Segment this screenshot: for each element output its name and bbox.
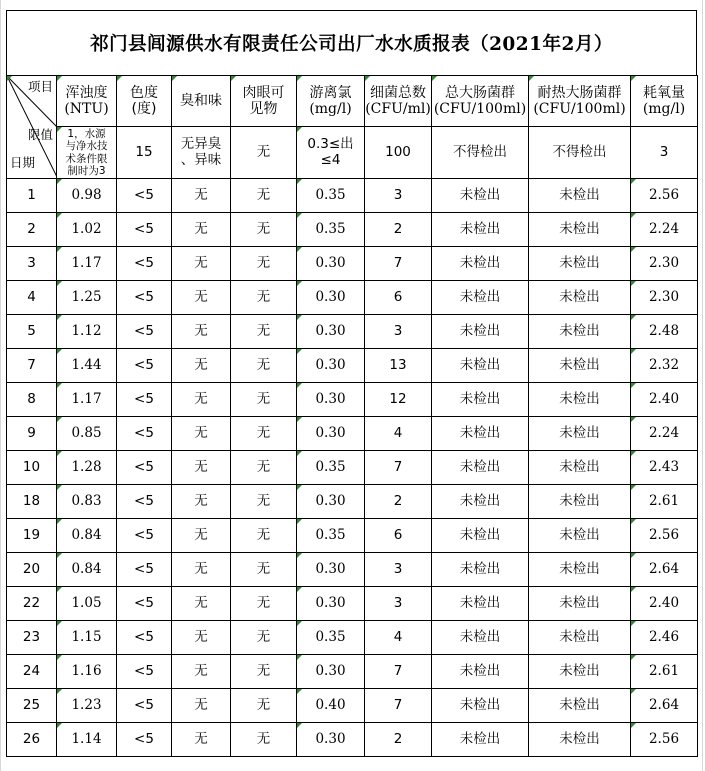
cell-bacteria[interactable]: 7 — [365, 655, 432, 689]
cell-coliform[interactable]: 未检出 — [432, 723, 529, 757]
cell-color[interactable]: <5 — [117, 383, 172, 417]
cell-chlorine[interactable]: 0.40 — [297, 689, 365, 723]
cell-visible[interactable]: 无 — [231, 621, 297, 655]
header-color[interactable]: 色度 (度) — [117, 76, 172, 127]
header-row — [7, 76, 698, 127]
cell-turbidity[interactable]: 1.23 — [57, 689, 117, 723]
cell-color[interactable]: <5 — [117, 621, 172, 655]
cell-odor[interactable]: 无 — [172, 451, 231, 485]
cell-date[interactable]: 22 — [7, 587, 57, 621]
cell-chlorine[interactable]: 0.35 — [297, 519, 365, 553]
cell-bacteria[interactable]: 3 — [365, 553, 432, 587]
cell-date[interactable]: 4 — [7, 281, 57, 315]
cell-visible[interactable]: 无 — [231, 587, 297, 621]
cell-date[interactable]: 1 — [7, 179, 57, 213]
limit-oxygen[interactable]: 3 — [631, 127, 698, 179]
table-row — [7, 587, 698, 621]
cell-visible[interactable]: 无 — [231, 281, 297, 315]
cell-chlorine[interactable]: 0.30 — [297, 349, 365, 383]
table-row — [7, 179, 698, 213]
limit-thermo-coliform[interactable]: 不得检出 — [529, 127, 631, 179]
cell-chlorine[interactable]: 0.30 — [297, 655, 365, 689]
header-chlorine[interactable]: 游离氯 (mg/l) — [297, 76, 365, 127]
cell-color[interactable]: <5 — [117, 451, 172, 485]
cell-bacteria[interactable]: 6 — [365, 281, 432, 315]
cell-date[interactable]: 20 — [7, 553, 57, 587]
cell-bacteria[interactable]: 13 — [365, 349, 432, 383]
cell-color[interactable]: <5 — [117, 281, 172, 315]
cell-odor[interactable]: 无 — [172, 247, 231, 281]
cell-oxygen[interactable]: 2.43 — [631, 451, 698, 485]
header-coliform[interactable]: 总大肠菌群 (CFU/100ml) — [432, 76, 529, 127]
cell-thermo-coliform[interactable]: 未检出 — [529, 383, 631, 417]
cell-coliform[interactable]: 未检出 — [432, 519, 529, 553]
cell-odor[interactable]: 无 — [172, 213, 231, 247]
cell-thermo-coliform[interactable]: 未检出 — [529, 451, 631, 485]
cell-oxygen[interactable]: 2.64 — [631, 553, 698, 587]
limit-turbidity[interactable]: 1，水源 与净水技 术条件限 制时为3 — [57, 127, 117, 179]
limit-color[interactable]: 15 — [117, 127, 172, 179]
cell-date[interactable]: 25 — [7, 689, 57, 723]
cell-bacteria[interactable]: 7 — [365, 689, 432, 723]
cell-coliform[interactable]: 未检出 — [432, 621, 529, 655]
cell-color[interactable]: <5 — [117, 587, 172, 621]
cell-oxygen[interactable]: 2.40 — [631, 587, 698, 621]
cell-chlorine[interactable]: 0.30 — [297, 247, 365, 281]
cell-date[interactable]: 23 — [7, 621, 57, 655]
cell-color[interactable]: <5 — [117, 485, 172, 519]
cell-date[interactable]: 8 — [7, 383, 57, 417]
cell-oxygen[interactable]: 2.46 — [631, 621, 698, 655]
limit-visible[interactable]: 无 — [231, 127, 297, 179]
table-row — [7, 451, 698, 485]
cell-oxygen[interactable]: 2.32 — [631, 349, 698, 383]
cell-odor[interactable]: 无 — [172, 281, 231, 315]
cell-bacteria[interactable]: 4 — [365, 417, 432, 451]
cell-oxygen[interactable]: 2.61 — [631, 485, 698, 519]
cell-coliform[interactable]: 未检出 — [432, 213, 529, 247]
cell-turbidity[interactable]: 1.28 — [57, 451, 117, 485]
cell-odor[interactable]: 无 — [172, 519, 231, 553]
table-row — [7, 723, 698, 757]
cell-chlorine[interactable]: 0.30 — [297, 281, 365, 315]
cell-date[interactable]: 2 — [7, 213, 57, 247]
table-row — [7, 383, 698, 417]
cell-turbidity[interactable]: 1.15 — [57, 621, 117, 655]
cell-turbidity[interactable]: 1.17 — [57, 247, 117, 281]
cell-thermo-coliform[interactable]: 未检出 — [529, 179, 631, 213]
cell-thermo-coliform[interactable]: 未检出 — [529, 281, 631, 315]
report-sheet — [6, 10, 697, 757]
table-row — [7, 349, 698, 383]
cell-visible[interactable]: 无 — [231, 383, 297, 417]
corner-cell[interactable] — [7, 76, 57, 179]
cell-oxygen[interactable]: 2.40 — [631, 383, 698, 417]
cell-thermo-coliform[interactable]: 未检出 — [529, 621, 631, 655]
table-row — [7, 417, 698, 451]
cell-odor[interactable]: 无 — [172, 689, 231, 723]
cell-odor[interactable]: 无 — [172, 349, 231, 383]
cell-oxygen[interactable]: 2.56 — [631, 179, 698, 213]
limit-chlorine[interactable]: 0.3≤出 ≤4 — [297, 127, 365, 179]
cell-bacteria[interactable]: 2 — [365, 485, 432, 519]
cell-date[interactable]: 18 — [7, 485, 57, 519]
cell-visible[interactable]: 无 — [231, 213, 297, 247]
cell-coliform[interactable]: 未检出 — [432, 383, 529, 417]
cell-color[interactable]: <5 — [117, 349, 172, 383]
cell-visible[interactable]: 无 — [231, 247, 297, 281]
cell-bacteria[interactable]: 2 — [365, 723, 432, 757]
cell-visible[interactable]: 无 — [231, 417, 297, 451]
cell-coliform[interactable]: 未检出 — [432, 689, 529, 723]
cell-coliform[interactable]: 未检出 — [432, 315, 529, 349]
limit-row — [7, 127, 698, 179]
cell-thermo-coliform[interactable]: 未检出 — [529, 587, 631, 621]
cell-date[interactable]: 19 — [7, 519, 57, 553]
table-row — [7, 689, 698, 723]
cell-coliform[interactable]: 未检出 — [432, 553, 529, 587]
table-row — [7, 315, 698, 349]
cell-chlorine[interactable]: 0.35 — [297, 451, 365, 485]
cell-thermo-coliform[interactable]: 未检出 — [529, 723, 631, 757]
cell-turbidity[interactable]: 0.84 — [57, 553, 117, 587]
cell-thermo-coliform[interactable]: 未检出 — [529, 655, 631, 689]
table-row — [7, 247, 698, 281]
corner-item-label: 项目 — [27, 79, 53, 94]
cell-chlorine[interactable]: 0.35 — [297, 621, 365, 655]
cell-visible[interactable]: 无 — [231, 519, 297, 553]
cell-date[interactable]: 10 — [7, 451, 57, 485]
table-row — [7, 553, 698, 587]
table-row — [7, 281, 698, 315]
cell-date[interactable]: 9 — [7, 417, 57, 451]
cell-turbidity[interactable]: 0.83 — [57, 485, 117, 519]
cell-thermo-coliform[interactable]: 未检出 — [529, 689, 631, 723]
cell-visible[interactable]: 无 — [231, 723, 297, 757]
cell-date[interactable]: 3 — [7, 247, 57, 281]
cell-coliform[interactable]: 未检出 — [432, 349, 529, 383]
cell-visible[interactable]: 无 — [231, 655, 297, 689]
cell-turbidity[interactable]: 0.85 — [57, 417, 117, 451]
cell-chlorine[interactable]: 0.30 — [297, 587, 365, 621]
cell-color[interactable]: <5 — [117, 179, 172, 213]
table-row — [7, 485, 698, 519]
cell-oxygen[interactable]: 2.56 — [631, 519, 698, 553]
cell-chlorine[interactable]: 0.35 — [297, 213, 365, 247]
header-turbidity[interactable]: 浑浊度 (NTU) — [57, 76, 117, 127]
cell-odor[interactable]: 无 — [172, 179, 231, 213]
cell-thermo-coliform[interactable]: 未检出 — [529, 315, 631, 349]
cell-odor[interactable]: 无 — [172, 621, 231, 655]
header-bacteria[interactable]: 细菌总数 (CFU/ml) — [365, 76, 432, 127]
cell-oxygen[interactable]: 2.48 — [631, 315, 698, 349]
limit-bacteria[interactable]: 100 — [365, 127, 432, 179]
cell-coliform[interactable]: 未检出 — [432, 485, 529, 519]
cell-color[interactable]: <5 — [117, 315, 172, 349]
cell-odor[interactable]: 无 — [172, 553, 231, 587]
cell-chlorine[interactable]: 0.30 — [297, 485, 365, 519]
cell-color[interactable]: <5 — [117, 519, 172, 553]
cell-coliform[interactable]: 未检出 — [432, 247, 529, 281]
cell-date[interactable]: 24 — [7, 655, 57, 689]
cell-oxygen[interactable]: 2.64 — [631, 689, 698, 723]
cell-turbidity[interactable]: 1.25 — [57, 281, 117, 315]
cell-color[interactable]: <5 — [117, 655, 172, 689]
cell-odor[interactable]: 无 — [172, 315, 231, 349]
cell-color[interactable]: <5 — [117, 689, 172, 723]
cell-turbidity[interactable]: 1.16 — [57, 655, 117, 689]
corner-limit-label: 限值 — [27, 127, 53, 142]
table-row — [7, 213, 698, 247]
cell-coliform[interactable]: 未检出 — [432, 587, 529, 621]
cell-thermo-coliform[interactable]: 未检出 — [529, 349, 631, 383]
cell-odor[interactable]: 无 — [172, 485, 231, 519]
cell-odor[interactable]: 无 — [172, 587, 231, 621]
cell-bacteria[interactable]: 3 — [365, 315, 432, 349]
cell-visible[interactable]: 无 — [231, 553, 297, 587]
cell-thermo-coliform[interactable]: 未检出 — [529, 247, 631, 281]
cell-color[interactable]: <5 — [117, 247, 172, 281]
cell-chlorine[interactable]: 0.35 — [297, 179, 365, 213]
cell-thermo-coliform[interactable]: 未检出 — [529, 213, 631, 247]
cell-turbidity[interactable]: 1.12 — [57, 315, 117, 349]
quality-table — [6, 75, 698, 757]
cell-turbidity[interactable]: 0.84 — [57, 519, 117, 553]
limit-odor[interactable]: 无异臭 、异味 — [172, 127, 231, 179]
cell-odor[interactable]: 无 — [172, 655, 231, 689]
corner-date-label: 日期 — [10, 155, 36, 170]
cell-bacteria[interactable]: 3 — [365, 587, 432, 621]
report-title[interactable]: 祁门县闾源供水有限责任公司出厂水水质报表（2021年2月） — [6, 10, 697, 75]
cell-visible[interactable]: 无 — [231, 451, 297, 485]
cell-turbidity[interactable]: 1.17 — [57, 383, 117, 417]
cell-chlorine[interactable]: 0.30 — [297, 383, 365, 417]
cell-oxygen[interactable]: 2.24 — [631, 213, 698, 247]
cell-chlorine[interactable]: 0.30 — [297, 315, 365, 349]
cell-bacteria[interactable]: 3 — [365, 179, 432, 213]
cell-bacteria[interactable]: 7 — [365, 247, 432, 281]
cell-coliform[interactable]: 未检出 — [432, 281, 529, 315]
cell-oxygen[interactable]: 2.30 — [631, 281, 698, 315]
cell-bacteria[interactable]: 7 — [365, 451, 432, 485]
cell-chlorine[interactable]: 0.30 — [297, 417, 365, 451]
cell-bacteria[interactable]: 2 — [365, 213, 432, 247]
cell-turbidity[interactable]: 1.44 — [57, 349, 117, 383]
cell-thermo-coliform[interactable]: 未检出 — [529, 519, 631, 553]
cell-thermo-coliform[interactable]: 未检出 — [529, 417, 631, 451]
cell-turbidity[interactable]: 0.98 — [57, 179, 117, 213]
header-oxygen[interactable]: 耗氧量 (mg/l) — [631, 76, 698, 127]
cell-visible[interactable]: 无 — [231, 689, 297, 723]
cell-bacteria[interactable]: 4 — [365, 621, 432, 655]
cell-turbidity[interactable]: 1.05 — [57, 587, 117, 621]
header-visible[interactable]: 肉眼可 见物 — [231, 76, 297, 127]
cell-color[interactable]: <5 — [117, 723, 172, 757]
cell-odor[interactable]: 无 — [172, 383, 231, 417]
cell-odor[interactable]: 无 — [172, 723, 231, 757]
cell-coliform[interactable]: 未检出 — [432, 655, 529, 689]
cell-color[interactable]: <5 — [117, 417, 172, 451]
cell-coliform[interactable]: 未检出 — [432, 451, 529, 485]
cell-bacteria[interactable]: 6 — [365, 519, 432, 553]
cell-turbidity[interactable]: 1.02 — [57, 213, 117, 247]
cell-coliform[interactable]: 未检出 — [432, 179, 529, 213]
cell-visible[interactable]: 无 — [231, 485, 297, 519]
cell-bacteria[interactable]: 12 — [365, 383, 432, 417]
cell-chlorine[interactable]: 0.30 — [297, 553, 365, 587]
cell-turbidity[interactable]: 1.14 — [57, 723, 117, 757]
table-row — [7, 621, 698, 655]
cell-coliform[interactable]: 未检出 — [432, 417, 529, 451]
cell-color[interactable]: <5 — [117, 213, 172, 247]
cell-color[interactable]: <5 — [117, 553, 172, 587]
header-odor[interactable]: 臭和味 — [172, 76, 231, 127]
cell-date[interactable]: 7 — [7, 349, 57, 383]
cell-oxygen[interactable]: 2.56 — [631, 723, 698, 757]
cell-oxygen[interactable]: 2.61 — [631, 655, 698, 689]
table-row — [7, 655, 698, 689]
cell-oxygen[interactable]: 2.30 — [631, 247, 698, 281]
cell-visible[interactable]: 无 — [231, 315, 297, 349]
cell-thermo-coliform[interactable]: 未检出 — [529, 553, 631, 587]
cell-visible[interactable]: 无 — [231, 179, 297, 213]
cell-chlorine[interactable]: 0.30 — [297, 723, 365, 757]
header-thermo-coliform[interactable]: 耐热大肠菌群 (CFU/100ml) — [529, 76, 631, 127]
cell-visible[interactable]: 无 — [231, 349, 297, 383]
table-row — [7, 519, 698, 553]
cell-odor[interactable]: 无 — [172, 417, 231, 451]
cell-date[interactable]: 5 — [7, 315, 57, 349]
limit-coliform[interactable]: 不得检出 — [432, 127, 529, 179]
cell-thermo-coliform[interactable]: 未检出 — [529, 485, 631, 519]
cell-date[interactable]: 26 — [7, 723, 57, 757]
cell-oxygen[interactable]: 2.24 — [631, 417, 698, 451]
